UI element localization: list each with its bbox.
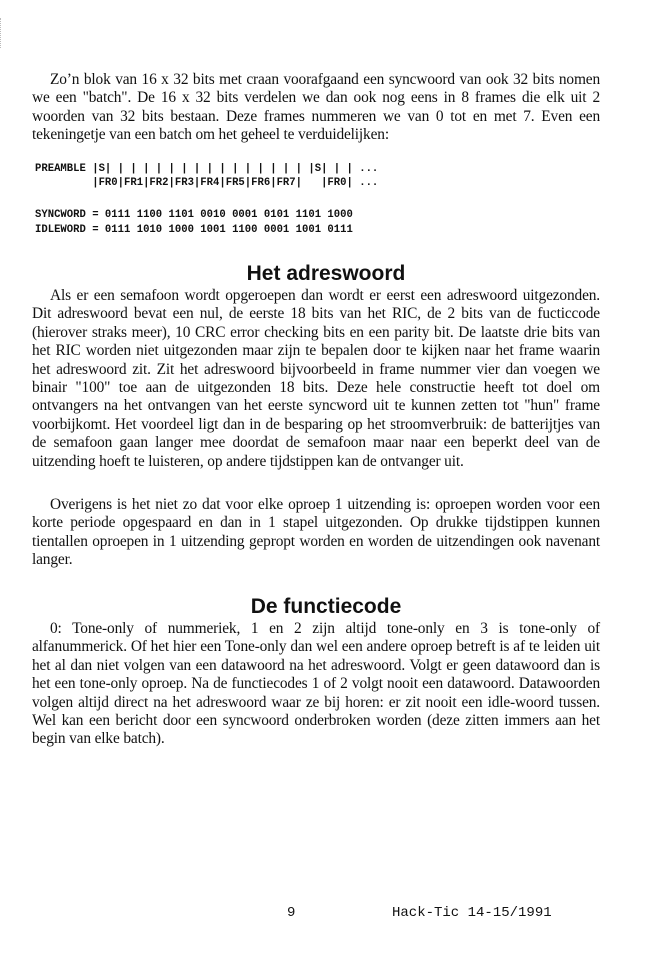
adreswoord-paragraph-2	[32, 496, 600, 570]
section-heading-adreswoord: Het adreswoord	[246, 262, 406, 285]
section-heading-functiecode: De functiecode	[250, 595, 402, 618]
functiecode-text-1: 0: Tone-only of nummeriek, 1 en 2 zijn altijd tone-only en 3 is tone-only of alfanummerick. Of het hier een Tone-only dan wel een andere oproep betreft is af te leiden uit het al dan niet volgen van een datawoord na het adreswoord. Volgt er geen datawoord dan is het een tone-only oproep. Na de functiecodes 1 of 2 volgt nooit een datawoord. Datawoorden volgen altijd direct na het adreswoord waar ze bij horen: er zit nooit een idle-woord tussen. Wel kan een bericht door een syncwoord onderbroken worden (deze zitten immers aan het begin van elke batch).	[32, 620, 600, 748]
diagram-frames-row: |FR0|FR1|FR2|FR3|FR4|FR5|FR6|FR7| |FR0| ...	[35, 177, 379, 189]
adreswoord-text-2: Overigens is het niet zo dat voor elke oproep 1 uitzending is: oproepen worden voor een korte periode opgespaard en dan in 1 stapel uitgezonden. Op drukke tijdstippen kunnen tientallen oproepen in 1 uitzending gepropt worden en worden de uitzendingen ook navenant langer.	[32, 496, 600, 569]
page-number: 9	[287, 905, 296, 921]
adreswoord-paragraph-1	[32, 287, 600, 471]
publication-footer: Hack-Tic 14-15/1991	[392, 905, 552, 921]
adreswoord-text-1: Als er een semafoon wordt opgeroepen dan wordt er eerst een adreswoord uitgezonden. Dit adreswoord bevat een nul, de eerste 18 bits van het RIC, de 2 bits van de fucticcode (hierover straks meer), 10 CRC error checking bits en een parity bit. De laatste drie bits van het RIC worden niet uitgezonden maar zijn te bepalen door te kijken naar het frame waarin het adreswoord zit. Zit het adreswoord bijvoorbeeld in frame nummer vier dan voegen we binair "100" toe aan de uitgezonden 18 bits. Deze hele constructie heeft tot doel om ontvangers na het ontvangen van het eerste syncword uit te kunnen zetten tot "hun" frame voorbijkomt. Het voordeel ligt dan in de besparing op het stroomverbruik: de batterijtjes van de semafoon gaan langer mee doordat de semafoon maar naar een beperkt deel van de uitzending hoeft te luisteren, op andere tijdstippen kan de ontvanger uit.	[32, 287, 600, 470]
intro-text: Zo’n blok van 16 x 32 bits met craan voorafgaand een syncwoord van ook 32 bits nomen we een "batch". De 16 x 32 bits verdelen we dan ook nog eens in 8 frames die elk uit 2 woorden van 32 bits bestaan. Deze frames nummeren we van 0 tot en met 7. Even een tekeningetje van een batch om het geheel te verduidelijken:	[32, 71, 600, 144]
scan-edge-marks	[0, 18, 4, 48]
functiecode-paragraph-1	[32, 620, 600, 749]
diagram-idleword-row: IDLEWORD = 0111 1010 1000 1001 1100 0001 1001 0111	[35, 224, 353, 236]
intro-paragraph	[32, 71, 600, 145]
diagram-preamble-row: PREAMBLE |S| | | | | | | | | | | | | | | | |S| | | ...	[35, 163, 379, 175]
diagram-syncword-row: SYNCWORD = 0111 1100 1101 0010 0001 0101 1101 1000	[35, 209, 353, 221]
